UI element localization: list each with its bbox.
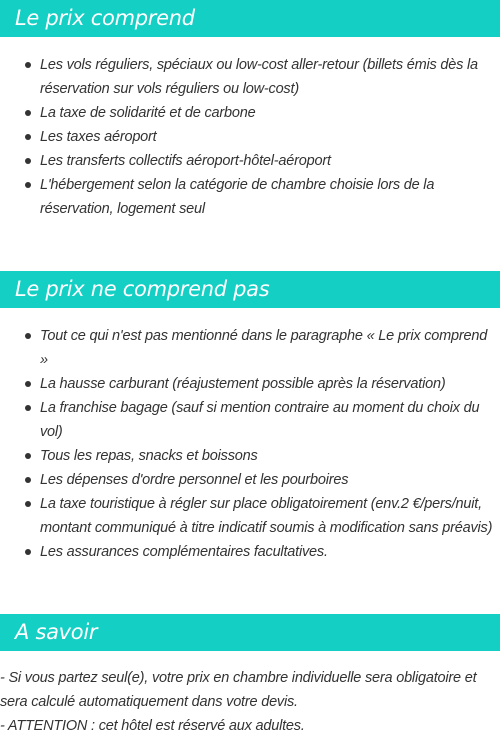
bullet-icon (25, 158, 31, 164)
list-item (0, 444, 500, 468)
list-item-text: La taxe de solidarité et de carbone (40, 105, 256, 121)
list-item-text: La taxe touristique à régler sur place obligatoirement (env.2 €/pers/nuit, montant communiqué à titre indicatif soumis à modification sans préavis) (40, 496, 493, 536)
list-item (0, 324, 500, 372)
list-item-text: La hausse carburant (réajustement possible après la réservation) (40, 376, 446, 392)
list-item (0, 173, 500, 221)
bullet-icon (25, 549, 31, 555)
list-item (0, 101, 500, 125)
good-to-know-text (0, 666, 500, 738)
bullet-icon (25, 333, 31, 339)
list-item (0, 149, 500, 173)
list-item-text: La franchise bagage (sauf si mention contraire au moment du choix du vol) (40, 400, 480, 440)
bullet-icon (25, 62, 31, 68)
included-list (0, 53, 500, 221)
info-line: - Si vous partez seul(e), votre prix en chambre individuelle sera obligatoire et sera calculé automatiquement dans votre devis. (0, 670, 477, 710)
list-item-text: Tout ce qui n'est pas mentionné dans le paragraphe « Le prix comprend » (40, 328, 488, 368)
list-item (0, 125, 500, 149)
list-item (0, 492, 500, 540)
bullet-icon (25, 134, 31, 140)
list-item (0, 53, 500, 101)
list-item-text: Les vols réguliers, spéciaux ou low-cost aller-retour (billets émis dès la réservation sur vols réguliers ou low-cost) (40, 57, 478, 97)
bullet-icon (25, 381, 31, 387)
list-item-text: Les dépenses d'ordre personnel et les pourboires (40, 472, 349, 488)
section-title-excluded: Le prix ne comprend pas (0, 271, 500, 308)
list-item-text: Les assurances complémentaires facultatives. (40, 544, 328, 560)
list-item (0, 372, 500, 396)
bullet-icon (25, 110, 31, 116)
bullet-icon (25, 405, 31, 411)
section-title-good-to-know: A savoir (0, 614, 500, 651)
bullet-icon (25, 453, 31, 459)
list-item-text: L'hébergement selon la catégorie de chambre choisie lors de la réservation, logement seul (40, 177, 435, 217)
info-line: - ATTENTION : cet hôtel est réservé aux adultes. (0, 718, 305, 734)
list-item (0, 468, 500, 492)
bullet-icon (25, 501, 31, 507)
list-item-text: Les taxes aéroport (40, 129, 157, 145)
bullet-icon (25, 182, 31, 188)
list-item (0, 540, 500, 564)
excluded-list (0, 324, 500, 564)
list-item-text: Tous les repas, snacks et boissons (40, 448, 258, 464)
bullet-icon (25, 477, 31, 483)
section-title-included: Le prix comprend (0, 0, 500, 37)
list-item (0, 396, 500, 444)
list-item-text: Les transferts collectifs aéroport-hôtel-aéroport (40, 153, 331, 169)
